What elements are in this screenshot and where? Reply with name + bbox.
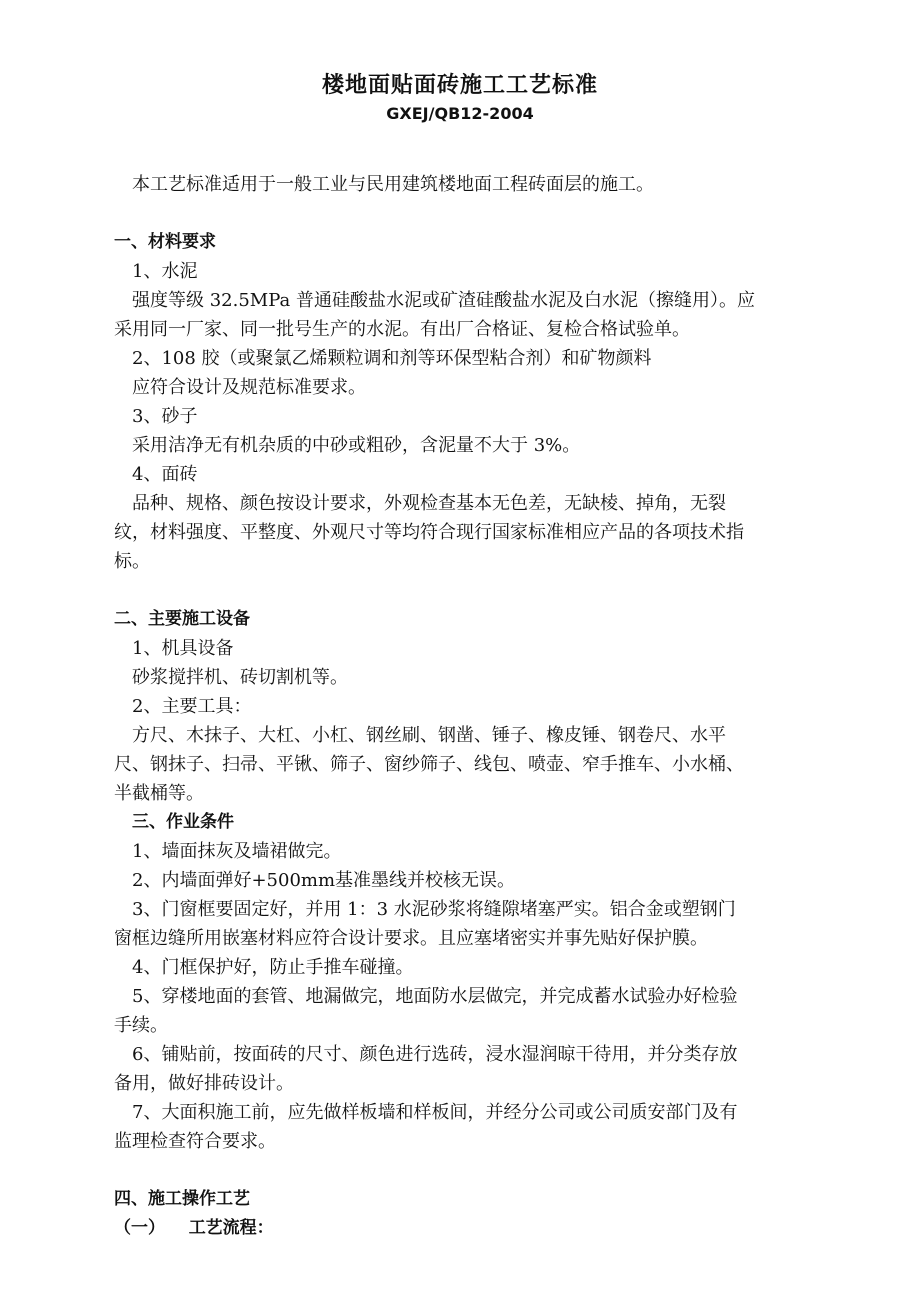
section-2-item-1-text: 砂浆搅拌机、砖切割机等。 (132, 667, 348, 688)
section-1-item-2-title: 2、108 胶（或聚氯乙烯颗粒调和剂等环保型粘合剂）和矿物颜料 (132, 348, 652, 369)
document-body (114, 170, 856, 1243)
section-3-heading: 三、作业条件 (132, 812, 234, 832)
section-3-item-6-line: 备用，做好排砖设计。 (114, 1073, 294, 1094)
section-4-subheading-title: 工艺流程： (188, 1218, 274, 1238)
section-3-item-5-line: 5、穿楼地面的套管、地漏做完，地面防水层做完，并完成蓄水试验办好检验 (132, 986, 738, 1007)
section-1-item-3-text: 采用洁净无有机杂质的中砂或粗砂，含泥量不大于 3%。 (132, 435, 581, 456)
section-1-item-2-text: 应符合设计及规范标准要求。 (132, 377, 366, 398)
section-2-item-2-title: 2、主要工具： (132, 696, 252, 717)
section-3-item-6-line: 6、铺贴前，按面砖的尺寸、颜色进行选砖，浸水湿润晾干待用，并分类存放 (132, 1044, 738, 1065)
section-1-item-1-title: 1、水泥 (132, 261, 198, 282)
section-2-item-2-text-line: 尺、钢抹子、扫帚、平锹、筛子、窗纱筛子、线包、喷壶、窄手推车、小水桶、 (114, 754, 744, 775)
section-3-item-1: 1、墙面抹灰及墙裙做完。 (132, 841, 342, 862)
section-1-item-4-title: 4、面砖 (132, 464, 198, 485)
section-1-item-1-text-line: 采用同一厂家、同一批号生产的水泥。有出厂合格证、复检合格试验单。 (114, 319, 690, 340)
section-1-item-4-text-line: 纹，材料强度、平整度、外观尺寸等均符合现行国家标准相应产品的各项技术指 (114, 522, 744, 543)
section-2-item-2-text-line: 方尺、木抹子、大杠、小杠、钢丝刷、钢凿、锤子、橡皮锤、钢卷尺、水平 (132, 725, 726, 746)
section-2-item-2-text-line: 半截桶等。 (114, 783, 204, 804)
section-3-item-7-line: 监理检查符合要求。 (114, 1131, 276, 1152)
section-3-item-4: 4、门框保护好，防止手推车碰撞。 (132, 957, 414, 978)
document-title: 楼地面贴面砖施工工艺标准 (321, 73, 598, 98)
section-4-subheading (114, 1214, 856, 1243)
section-1-heading: 一、材料要求 (114, 232, 216, 252)
section-3-item-5-line: 手续。 (114, 1015, 168, 1036)
section-3-item-3-line: 窗框边缝所用嵌塞材料应符合设计要求。且应塞堵密实并事先贴好保护膜。 (114, 928, 708, 949)
section-3-item-3-line: 3、门窗框要固定好，并用 1：3 水泥砂浆将缝隙堵塞严实。铝合金或塑钢门 (132, 899, 736, 920)
standard-code: GXEJ/QB12-2004 (386, 104, 534, 123)
section-1-item-1-text-line: 强度等级 32.5MPa 普通硅酸盐水泥或矿渣硅酸盐水泥及白水泥（擦缝用）。应 (132, 290, 755, 311)
section-1-item-4-text-line: 标。 (114, 551, 150, 572)
section-1-item-4-text-line: 品种、规格、颜色按设计要求，外观检查基本无色差，无缺棱、掉角，无裂 (132, 493, 726, 514)
section-1-item-3-title: 3、砂子 (132, 406, 198, 427)
section-2-heading: 二、主要施工设备 (114, 609, 250, 629)
section-2-item-1-title: 1、机具设备 (132, 638, 234, 659)
section-4-heading: 四、施工操作工艺 (114, 1189, 250, 1209)
section-3-item-7-line: 7、大面积施工前，应先做样板墙和样板间，并经分公司或公司质安部门及有 (132, 1102, 738, 1123)
intro-paragraph: 本工艺标准适用于一般工业与民用建筑楼地面工程砖面层的施工。 (132, 174, 654, 195)
section-4-subheading-number: （一） (114, 1218, 165, 1238)
section-3-item-2: 2、内墙面弹好+500mm基准墨线并校核无误。 (132, 870, 516, 891)
